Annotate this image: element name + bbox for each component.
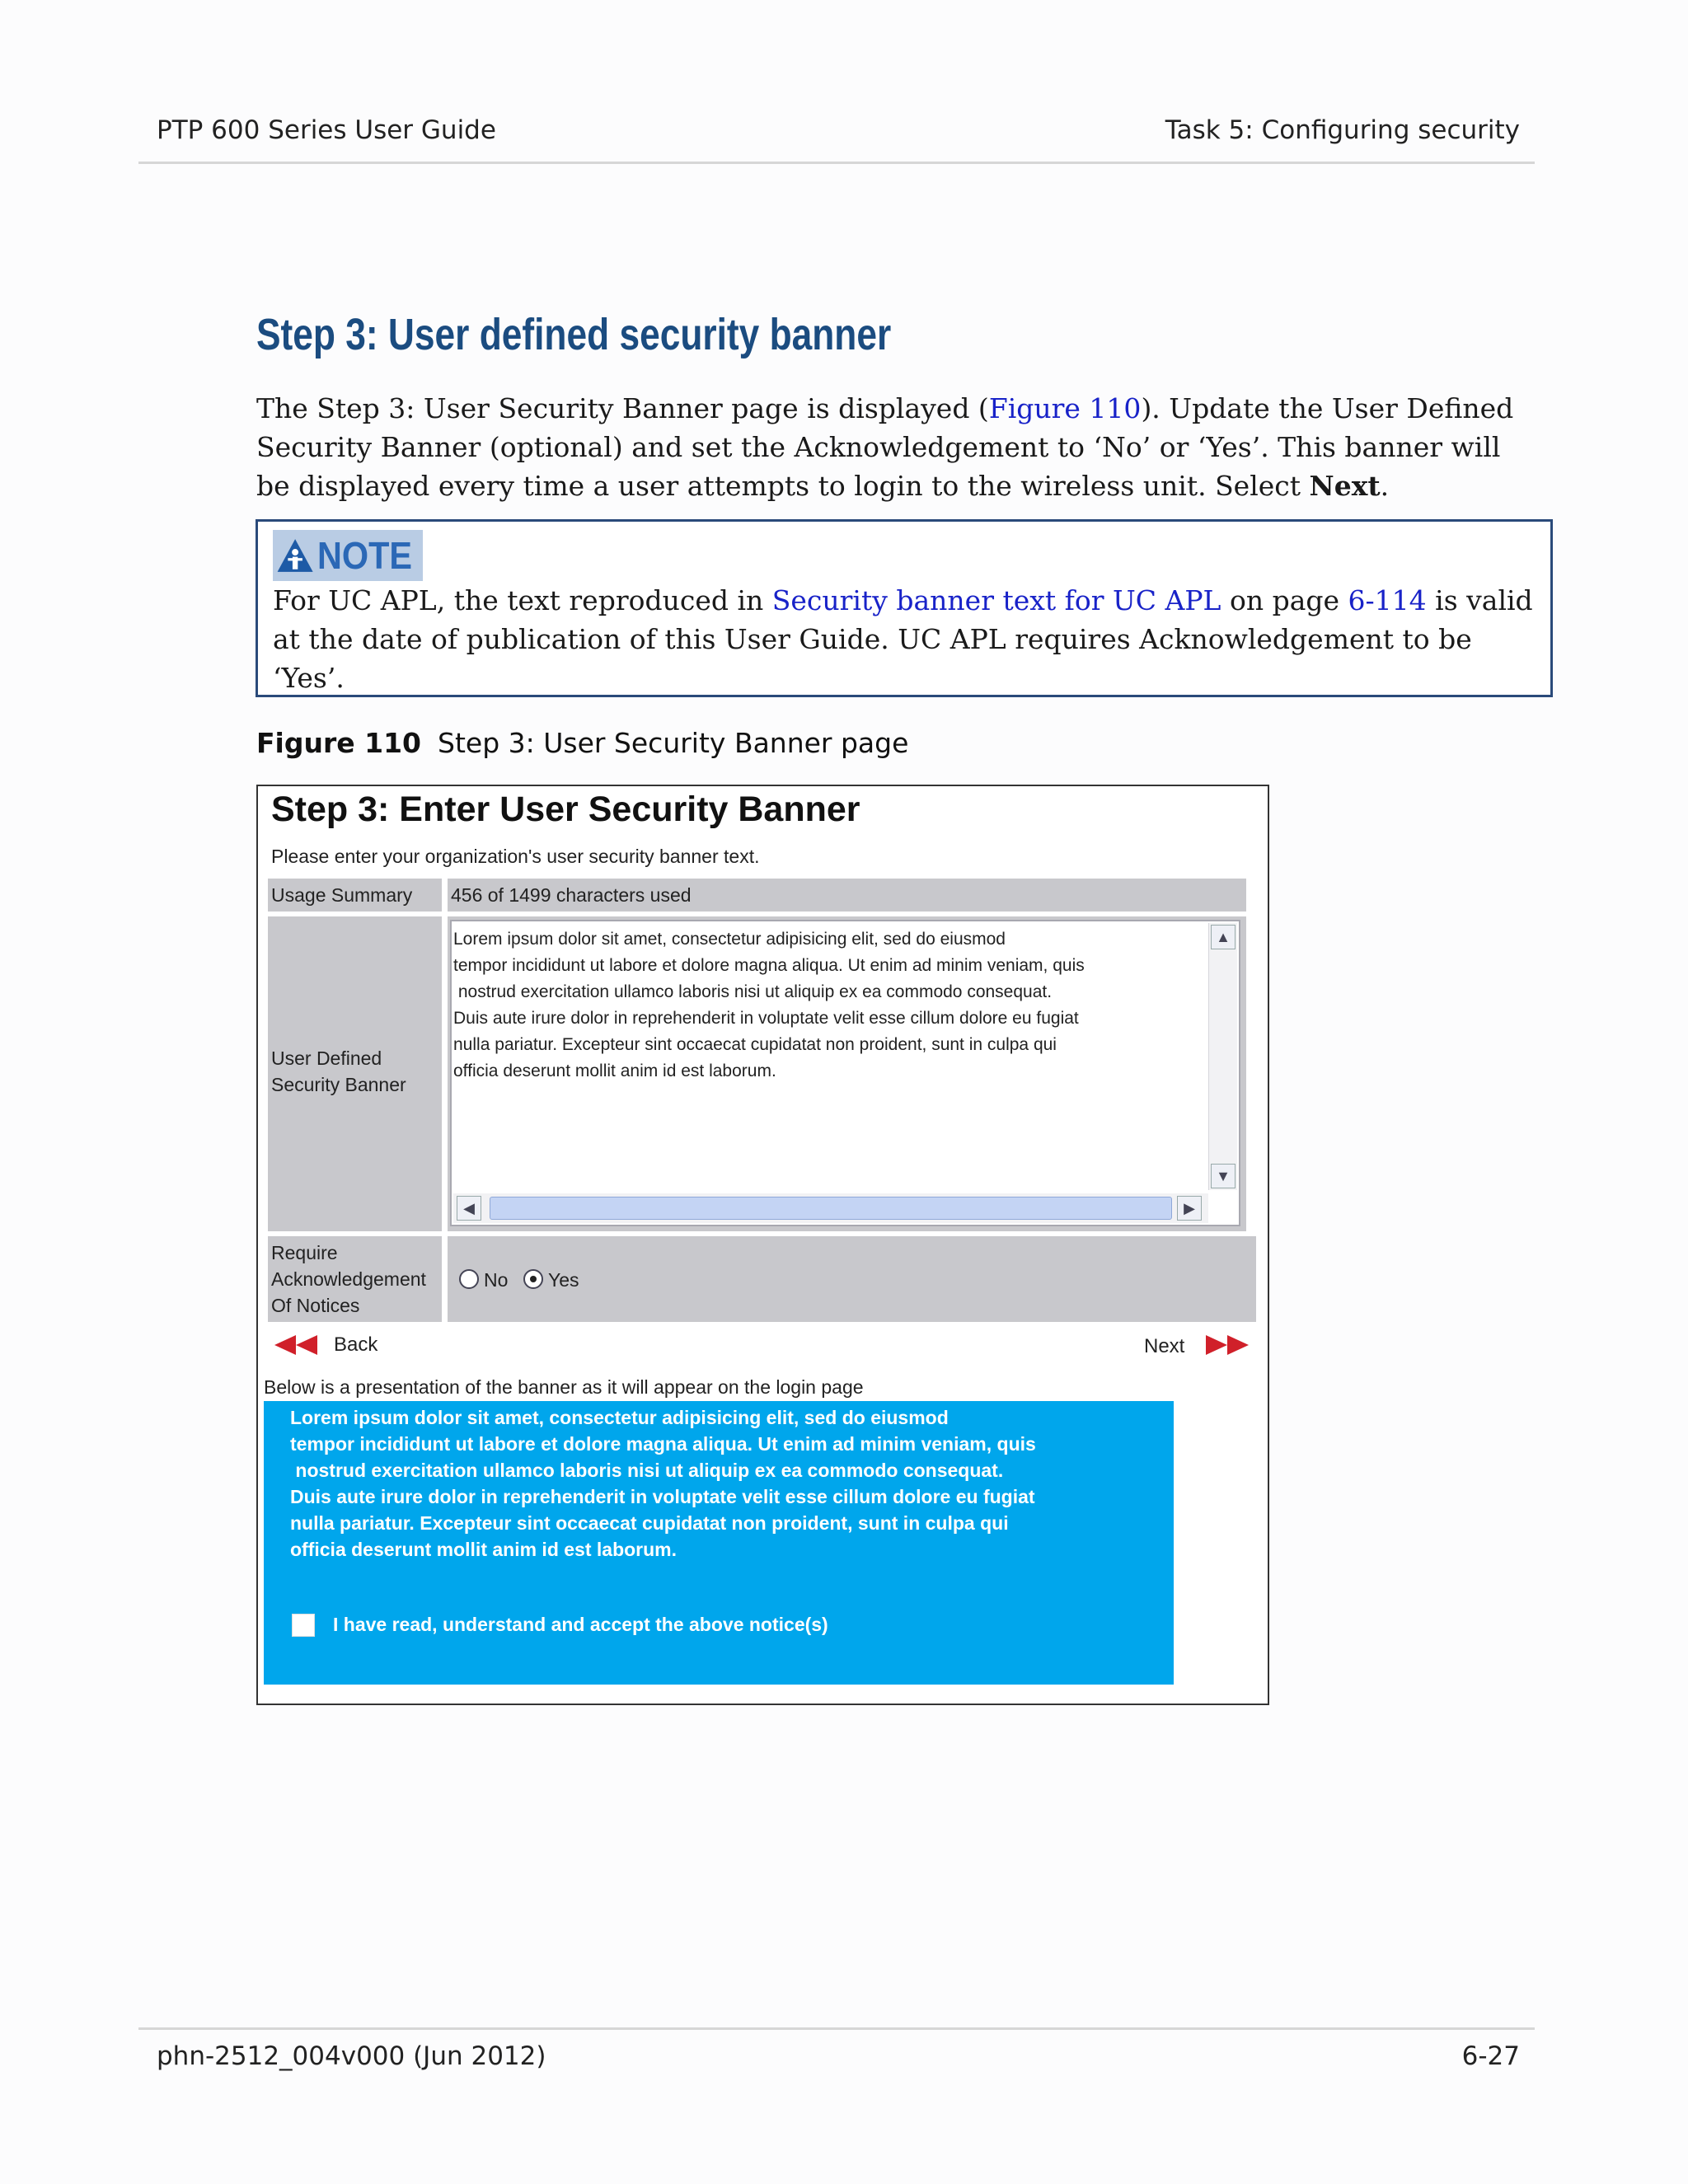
back-button[interactable]: Back bbox=[334, 1333, 378, 1356]
radio-selected-dot bbox=[530, 1276, 537, 1282]
figure-caption bbox=[256, 727, 908, 759]
preview-text: Lorem ipsum dolor sit amet, consectetur adipisicing elit, sed do eiusmod tempor incididunt ut labore et dolore magna aliqua. Ut enim ad minim veniam, quis nostrud exercitation ullamco laboris nisi ut aliquip ex ea commodo consequat. Duis aute irure dolor in reprehenderit in voluptate velit esse cillum dolore eu fugiat nulla pariatur. Excepteur sint occaecat cupidatat non proident, sunt in culpa qui officia deserunt mollit anim id est laborum. bbox=[290, 1407, 1036, 1560]
figure-caption-text: Step 3: User Security Banner page bbox=[438, 727, 909, 759]
ack-label-cell bbox=[268, 1236, 442, 1322]
next-arrow-icon[interactable] bbox=[1206, 1335, 1252, 1355]
banner-label-line-2: Security Banner bbox=[271, 1074, 406, 1095]
back-arrow-icon[interactable] bbox=[274, 1335, 321, 1355]
note-text: For UC APL, the text reproduced in Security banner text for UC APL on page 6-114 is valid at the date of publication of this User Guide. UC APL requires Acknowledgement to be ‘Yes’. bbox=[273, 584, 1533, 694]
banner-label-cell bbox=[268, 916, 442, 1231]
radio-no-label: No bbox=[484, 1269, 509, 1291]
horizontal-scrollbar[interactable] bbox=[453, 1193, 1208, 1223]
usage-summary-value: 456 of 1499 characters used bbox=[448, 879, 1246, 912]
ack-label-line-2: Acknowledgement bbox=[271, 1268, 426, 1290]
note-label: NOTE bbox=[317, 534, 413, 577]
scroll-thumb[interactable] bbox=[490, 1197, 1172, 1220]
header-divider bbox=[138, 162, 1535, 164]
banner-textarea[interactable] bbox=[450, 920, 1240, 1226]
page-link[interactable]: 6-114 bbox=[1348, 584, 1427, 616]
accept-label: I have read, understand and accept the above notice(s) bbox=[333, 1614, 828, 1635]
banner-preview bbox=[264, 1401, 1174, 1685]
banner-text-link[interactable]: Security banner text for UC APL bbox=[771, 584, 1221, 616]
vertical-scrollbar[interactable] bbox=[1208, 923, 1237, 1190]
figure-link[interactable]: Figure 110 bbox=[988, 392, 1142, 424]
accept-checkbox[interactable] bbox=[292, 1614, 315, 1637]
radio-no[interactable] bbox=[459, 1269, 479, 1289]
screen-intro: Please enter your organization's user security banner text. bbox=[271, 846, 760, 867]
usage-summary-label: Usage Summary bbox=[268, 879, 442, 912]
screen-title: Step 3: Enter User Security Banner bbox=[271, 790, 860, 829]
warning-person-icon bbox=[276, 533, 314, 578]
banner-label-line-1: User Defined bbox=[271, 1047, 382, 1069]
scroll-left-icon[interactable]: ◀ bbox=[457, 1196, 481, 1221]
figure-number: Figure 110 bbox=[256, 727, 421, 759]
section-title: Task 5: Configuring security bbox=[1165, 115, 1520, 145]
next-button[interactable]: Next bbox=[1144, 1335, 1185, 1357]
scroll-right-icon[interactable]: ▶ bbox=[1177, 1196, 1202, 1221]
footer-doc-id: phn-2512_004v000 (Jun 2012) bbox=[157, 2041, 546, 2071]
preview-note: Below is a presentation of the banner as it will appear on the login page bbox=[264, 1376, 864, 1398]
page-number: 6-27 bbox=[1461, 2041, 1520, 2071]
step-heading: Step 3: User defined security banner bbox=[256, 310, 892, 359]
ack-label-line-1: Require bbox=[271, 1242, 338, 1263]
next-emphasis: Next bbox=[1309, 470, 1381, 502]
radio-yes-label: Yes bbox=[548, 1269, 579, 1291]
footer-divider bbox=[138, 2027, 1535, 2030]
radio-yes[interactable] bbox=[523, 1269, 543, 1289]
note-box bbox=[256, 519, 1553, 697]
ack-options-cell bbox=[448, 1236, 1256, 1322]
scroll-up-icon[interactable]: ▲ bbox=[1211, 925, 1236, 949]
ack-label-line-3: Of Notices bbox=[271, 1295, 360, 1316]
banner-textarea-text: Lorem ipsum dolor sit amet, consectetur adipisicing elit, sed do eiusmod tempor incididunt ut labore et dolore magna aliqua. Ut enim ad minim veniam, quis nostrud exercitation ullamco laboris nisi ut aliquip ex ea commodo consequat. Duis aute irure dolor in reprehenderit in voluptate velit esse cillum dolore eu fugiat nulla pariatur. Excepteur sint occaecat cupidatat non proident, sunt in culpa qui officia deserunt mollit anim id est laborum. bbox=[453, 930, 1085, 1080]
step-paragraph: The Step 3: User Security Banner page is displayed (Figure 110). Update the User Defined Security Banner (optional) and set the Acknowledgement to ‘No’ or ‘Yes’. This banner will be displayed every time a user attempts to login to the wireless unit. Select Next. bbox=[256, 392, 1514, 502]
document-title: PTP 600 Series User Guide bbox=[157, 115, 496, 145]
note-badge bbox=[273, 530, 423, 581]
screenshot-figure bbox=[256, 785, 1269, 1705]
scroll-down-icon[interactable]: ▼ bbox=[1211, 1164, 1236, 1188]
